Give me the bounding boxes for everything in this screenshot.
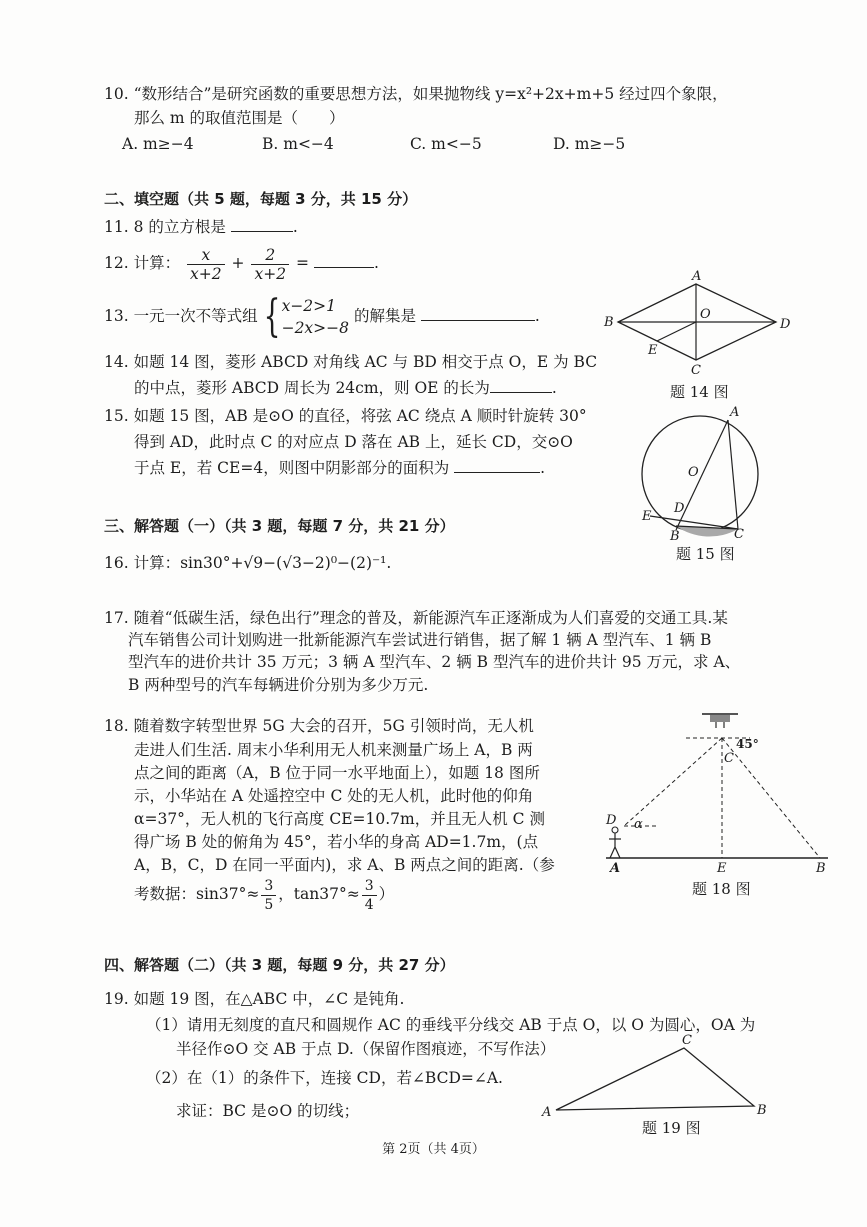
label-a: A <box>610 861 621 874</box>
q12-f1-num: x <box>187 246 225 265</box>
q14-line1: 14. 如题 14 图，菱形 ABCD 对角线 AC 与 BD 相交于点 O，E 为 BC <box>104 353 598 371</box>
label-e: E <box>642 509 652 524</box>
q12 <box>104 241 379 285</box>
q18-tan-frac <box>362 877 377 914</box>
q13-brace: { <box>263 291 280 342</box>
q13 <box>104 292 540 340</box>
q18-line3: 点之间的距离（A，B 位于同一水平地面上），如题 18 图所 <box>134 764 540 782</box>
q18-sin-prefix: 考数据：sin37°≈ <box>134 885 260 903</box>
q18-line2: 走进人们生活. 周末小华利用无人机来测量广场上 A，B 两 <box>134 741 533 759</box>
section-4-title: 四、解答题（二）（共 3 题，每题 9 分，共 27 分） <box>104 956 455 974</box>
q13-ineq-1: x−2>1 <box>281 297 337 315</box>
q17-line1: 17. 随着“低碳生活，绿色出行”理念的普及，新能源汽车正逐渐成为人们喜爱的交通工具.某 <box>104 609 728 627</box>
label-d: D <box>780 317 791 332</box>
q16: 16. 计算：sin30°+√9−(√3−2)⁰−(2)⁻¹. <box>104 554 392 572</box>
figure-18-caption: 题 18 图 <box>692 880 751 898</box>
q12-end: . <box>373 254 379 272</box>
q13-blank <box>421 306 535 321</box>
q10-option-b: B. m<−4 <box>262 135 334 153</box>
q19-part2: （2）在（1）的条件下，连接 CD，若∠BCD=∠A. <box>146 1069 503 1087</box>
q18-tan-num: 3 <box>362 877 377 896</box>
q10-option-d: D. m≥−5 <box>553 135 626 153</box>
q11 <box>104 217 298 237</box>
label-a: A <box>692 269 702 284</box>
q19-part1-line1: （1）请用无刻度的直尺和圆规作 AC 的垂线平分线交 AB 于点 O，以 O 为圆心，OA 为 <box>146 1016 756 1034</box>
q18-line1: 18. 随着数字转型世界 5G 大会的召开，5G 引领时尚，无人机 <box>104 717 534 735</box>
chord-ac <box>728 420 738 529</box>
q18-sin-num: 3 <box>261 877 276 896</box>
label-b: B <box>757 1103 767 1118</box>
label-o: O <box>700 307 711 322</box>
q13-system <box>282 295 349 339</box>
label-c: C <box>691 363 701 378</box>
q18-sin-den: 5 <box>264 896 274 913</box>
q12-eq: = <box>296 254 310 272</box>
q12-f1-den: x+2 <box>190 264 222 283</box>
q11-text: 11. 8 的立方根是 <box>104 218 226 236</box>
q18-tan-prefix: ，tan37°≈ <box>278 885 360 903</box>
figure-15-caption: 题 15 图 <box>676 545 735 563</box>
label-d: D <box>674 501 685 516</box>
segment-cb <box>722 738 820 858</box>
figure-19-caption: 题 19 图 <box>642 1119 701 1137</box>
q14-end: . <box>551 379 557 397</box>
page-footer: 第 2页（共 4页） <box>382 1142 485 1157</box>
label-45deg: 45° <box>736 737 759 751</box>
q14-blank <box>490 378 552 393</box>
segment-dc <box>624 738 722 826</box>
q12-f2-den: x+2 <box>254 264 287 283</box>
drone-icon <box>702 714 738 728</box>
q10-option-a: A. m≥−4 <box>122 135 194 153</box>
q15-line3-text: 于点 E，若 CE=4，则图中阴影部分的面积为 <box>134 459 450 477</box>
label-d: D <box>606 813 617 828</box>
q12-blank <box>314 253 374 268</box>
q13-ineq-2: −2x>−8 <box>281 319 350 337</box>
q15-line3 <box>134 458 545 478</box>
q19-proof: 求证：BC 是⊙O 的切线； <box>176 1102 360 1120</box>
q13-end: . <box>534 307 540 325</box>
q19-line1: 19. 如题 19 图，在△ABC 中，∠C 是钝角. <box>104 990 405 1008</box>
figure-14-caption: 题 14 图 <box>670 383 729 401</box>
label-c: C <box>734 527 744 542</box>
q14-line2 <box>134 378 557 398</box>
label-e: E <box>648 343 658 358</box>
q18-line5: α=37°，无人机的飞行高度 CE=10.7m，并且无人机 C 测 <box>134 810 545 828</box>
q10-option-c: C. m<−5 <box>410 135 482 153</box>
q12-prefix: 12. 计算： <box>104 254 181 272</box>
q19-part1-line2: 半径作⊙O 交 AB 于点 D.（保留作图痕迹，不写作法） <box>176 1040 556 1058</box>
q12-fraction-1 <box>187 246 225 283</box>
q12-f2-num: 2 <box>251 246 289 265</box>
q15-blank <box>454 458 540 473</box>
q12-fraction-2 <box>251 246 289 283</box>
q18-line7: A，B，C，D 在同一平面内)，求 A、B 两点之间的距离.（参 <box>134 856 555 874</box>
triangle-abc <box>556 1048 754 1110</box>
label-e: E <box>717 861 727 874</box>
q13-prefix: 13. 一元一次不等式组 <box>104 307 258 325</box>
q11-blank <box>231 217 293 232</box>
q10-line1: 10. “数形结合”是研究函数的重要思想方法，如果抛物线 y=x²+2x+m+5 经过四个象限， <box>104 85 728 103</box>
section-3-title: 三、解答题（一）（共 3 题，每题 7 分，共 21 分） <box>104 517 455 535</box>
section-2-title: 二、填空题（共 5 题，每题 3 分，共 15 分） <box>104 190 418 208</box>
q15-line1: 15. 如题 15 图，AB 是⊙O 的直径，将弦 AC 绕点 A 顺时针旋转 30° <box>104 407 587 425</box>
q17-line2: 汽车销售公司计划购进一批新能源汽车尝试进行销售，据了解 1 辆 A 型汽车、1 辆 B <box>128 631 712 649</box>
person-icon <box>609 827 621 858</box>
q13-suffix: 的解集是 <box>353 307 416 325</box>
label-a: A <box>730 405 740 420</box>
segment-oe <box>657 322 696 341</box>
figure-14-rhombus <box>600 266 800 378</box>
label-b: B <box>816 861 826 874</box>
q18-line4: 示，小华站在 A 处遥控空中 C 处的无人机，此时他的仰角 <box>134 787 534 805</box>
q18-line8 <box>134 872 394 916</box>
q18-line8-end: ） <box>378 885 395 903</box>
q11-end: . <box>292 218 298 236</box>
q15-line2: 得到 AD，此时点 C 的对应点 D 落在 AB 上，延长 CD，交⊙O <box>134 433 573 451</box>
q17-line3: 型汽车的进价共计 35 万元；3 辆 A 型汽车、2 辆 B 型汽车的进价共计 95 万元，求 A、 <box>128 653 741 671</box>
label-a: A <box>542 1105 552 1118</box>
q18-line6: 得广场 B 处的俯角为 45°，若小华的身高 AD=1.7m，(点 <box>134 833 539 851</box>
figure-15-circle <box>636 402 770 542</box>
label-b: B <box>604 315 614 330</box>
label-o: O <box>688 465 699 480</box>
q18-sin-frac <box>261 877 276 914</box>
figure-18-drone <box>598 706 834 874</box>
label-alpha: α <box>634 817 643 832</box>
label-c: C <box>682 1033 692 1048</box>
q15-end: . <box>540 459 546 477</box>
figure-19-triangle <box>536 1032 776 1118</box>
q10-line2: 那么 m 的取值范围是（ ） <box>134 109 345 127</box>
q12-plus: + <box>231 254 245 272</box>
q18-tan-den: 4 <box>364 896 374 913</box>
label-c: C <box>724 751 734 766</box>
q14-line2-text: 的中点，菱形 ABCD 周长为 24cm，则 OE 的长为 <box>134 379 490 397</box>
circle-o <box>642 416 758 532</box>
label-b: B <box>670 529 680 542</box>
q17-line4: B 两种型号的汽车每辆进价分别为多少万元. <box>128 676 429 694</box>
